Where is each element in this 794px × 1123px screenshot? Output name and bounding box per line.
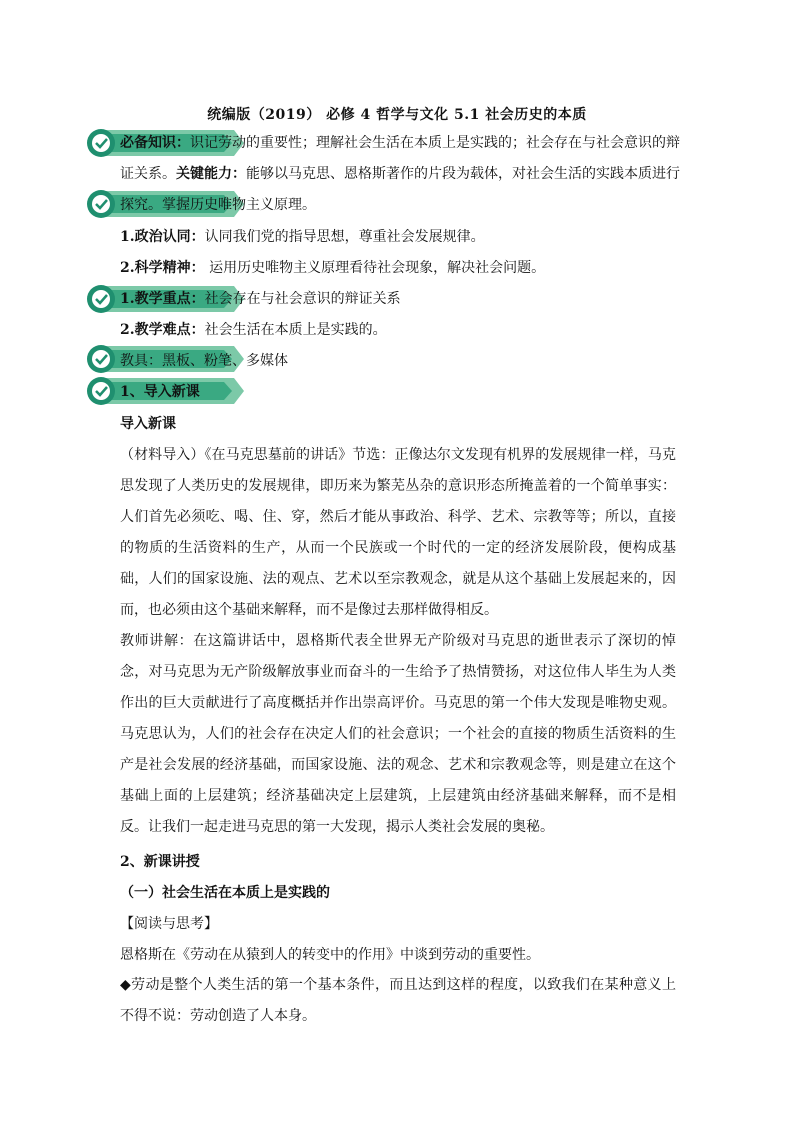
ability-text-cont: 探究。掌握历史唯物主义原理。: [120, 197, 316, 213]
engels-line: 恩格斯在《劳动在从猿到人的转变中的作用》中谈到劳动的重要性。: [120, 947, 540, 963]
quote-paragraph: ◆劳动是整个人类生活的第一个基本条件，而且达到这样的程度，以致我们在某种意义上不得不说：劳动创造了人本身。: [120, 977, 676, 1024]
knowledge-text: 识记劳动的重要性；理解社会生活在本质上是实践的；社会存在与社会意识的辩: [190, 135, 680, 151]
read-think-label: 【阅读与思考】: [120, 916, 218, 932]
ability-text: 能够以马克思、恩格斯著作的片段为载体，对社会生活的实践本质进行: [246, 166, 680, 182]
teaching-tools: 教具：黑板、粉笔、多媒体: [120, 353, 288, 369]
section2-heading: 2、新课讲授: [120, 854, 200, 870]
intro-heading: 导入新课: [120, 416, 176, 432]
teaching-focus-label: 1.教学重点：: [120, 291, 205, 307]
page-title: 统编版（2019） 必修 4 哲学与文化 5.1 社会历史的本质: [207, 107, 587, 123]
political-identity-label: 1.政治认同：: [120, 229, 205, 245]
teaching-difficulty-label: 2.教学难点：: [120, 322, 205, 338]
political-identity-line: [120, 227, 680, 247]
teacher-explanation-paragraph: 教师讲解：在这篇讲话中，恩格斯代表全世界无产阶级对马克思的逝世表示了深切的悼念，对马克思为无产阶级解放事业而奋斗的一生给予了热情赞扬，对这位伟人毕生为人类作出的巨大贡献进行了高度概括并作出崇高评价。马克思的第一个伟大发现是唯物史观。马克思认为，人们的社会存在决定人们的社会意识；一个社会的直接的物质生活资料的生产是社会发展的经济基础，而国家设施、法的观念、艺术和宗教观念等，则是建立在这个基础上面的上层建筑；经济基础决定上层建筑，上层建筑由经济基础来解释，而不是相反。让我们一起走进马克思的第一大发现，揭示人类社会发展的奥秘。: [120, 633, 676, 835]
knowledge-text-cont: 证关系。: [120, 166, 176, 182]
scientific-spirit-label: 2.科学精神：: [120, 260, 205, 276]
material-paragraph: （材料导入）《在马克思墓前的讲话》节选：正像达尔文发现有机界的发展规律一样，马克思发现了人类历史的发展规律，即历来为繁芜丛杂的意识形态所掩盖着的一个简单事实：人们首先必须吃、喝、住、穿，然后才能从事政治、科学、艺术、宗教等等；所以，直接的物质的生活资料的生产，从而一个民族或一个时代的一定的经济发展阶段，便构成基础，人们的国家设施、法的观点、艺术以至宗教观念，就是从这个基础上发展起来的，因而，也必须由这个基础来解释，而不是像过去那样做得相反。: [120, 447, 676, 618]
objectives-line-1: [120, 133, 680, 153]
section1-heading: 1、导入新课: [120, 384, 200, 400]
political-identity-text: 认同我们党的指导思想，尊重社会发展规律。: [204, 229, 485, 245]
teaching-difficulty-text: 社会生活在本质上是实践的。: [204, 322, 387, 338]
objectives-line-2: [120, 164, 680, 184]
teaching-difficulty-line: [120, 320, 680, 340]
ability-label: 关键能力：: [176, 166, 246, 182]
scientific-spirit-text: 运用历史唯物主义原理看待社会现象，解决社会问题。: [204, 260, 546, 276]
teaching-focus-line: [120, 289, 680, 309]
objectives-line-3: [120, 195, 680, 215]
scientific-spirit-line: [120, 258, 680, 278]
teaching-focus-text: 社会存在与社会意识的辩证关系: [204, 291, 401, 307]
subsection1-heading: （一）社会生活在本质上是实践的: [120, 885, 330, 901]
knowledge-label: 必备知识：: [120, 135, 190, 151]
